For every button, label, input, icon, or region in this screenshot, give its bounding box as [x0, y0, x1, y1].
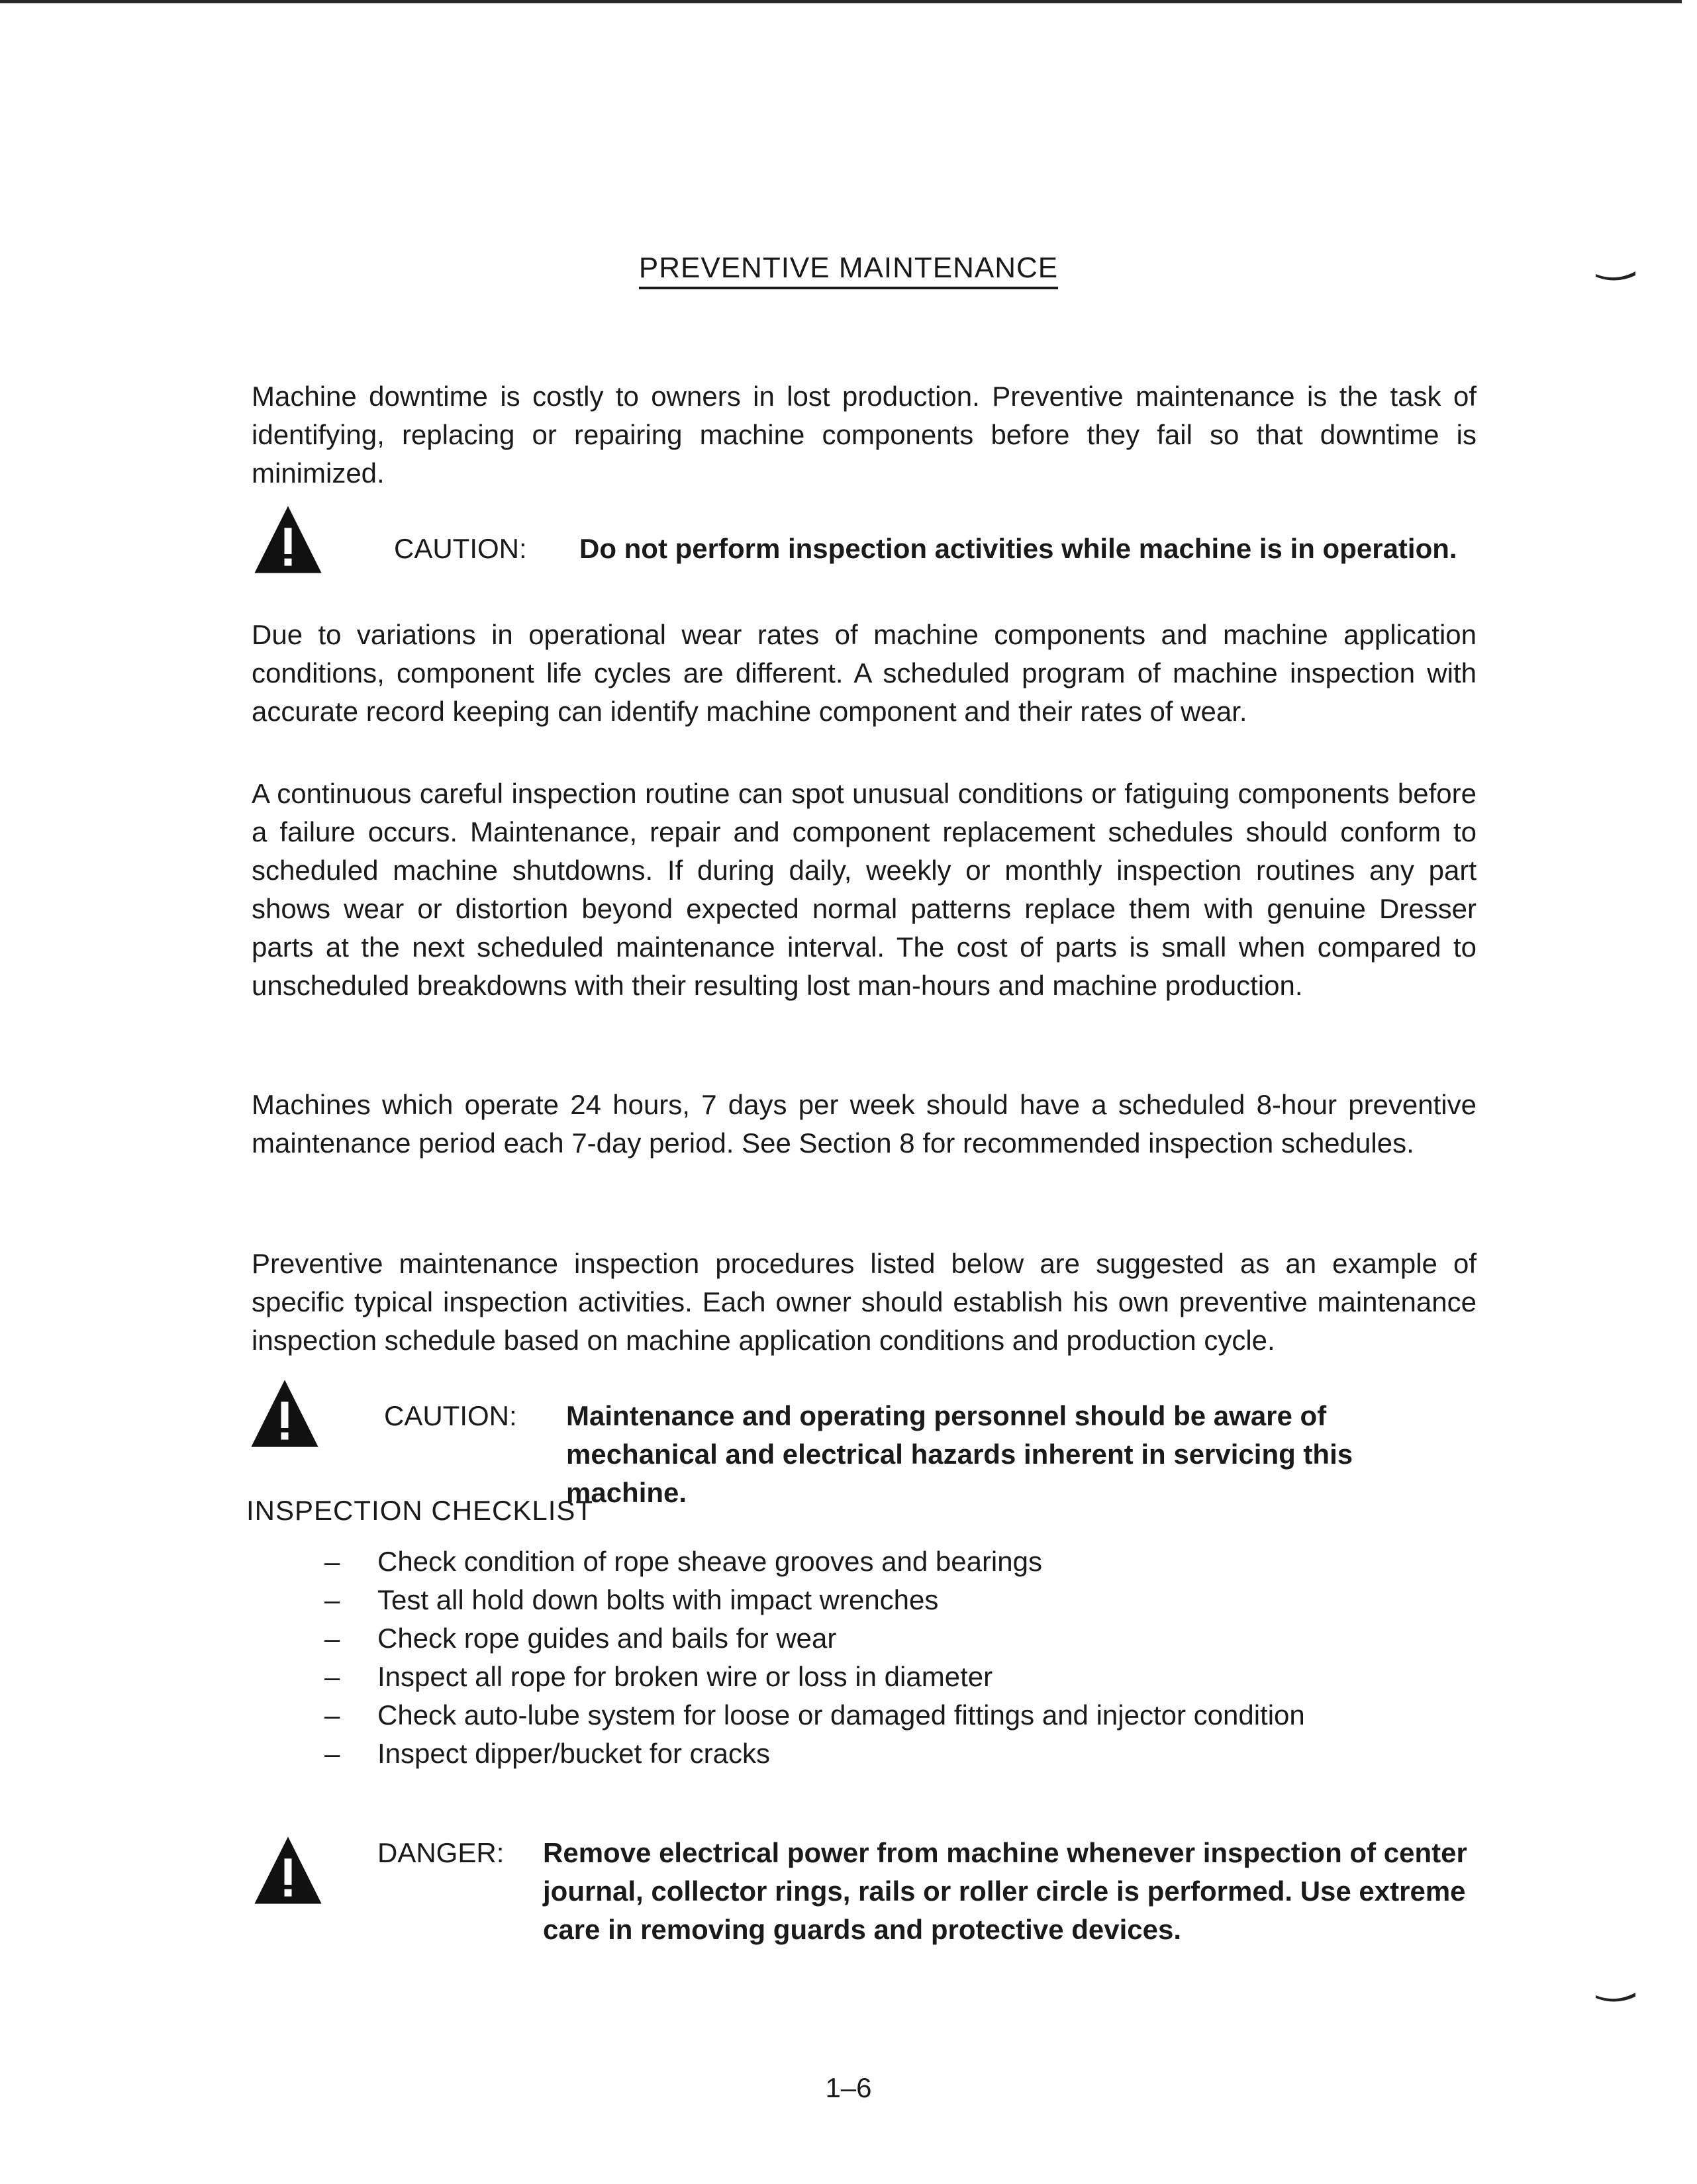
paragraph-procedures: Preventive maintenance inspection procedures listed below are suggested as an example of specific typical inspection activities. Each owner should establish his own preventive maintenance inspection schedule based on machine application conditions and production cycle.	[252, 1248, 1477, 1356]
list-item: – Inspect all rope for broken wire or loss in diameter	[311, 1658, 1305, 1696]
caution-label: CAUTION:	[394, 533, 527, 564]
warning-triangle-icon	[252, 1834, 324, 1907]
warning-triangle-icon	[252, 503, 324, 576]
inspection-checklist	[311, 1543, 1305, 1773]
page-title: PREVENTIVE MAINTENANCE	[0, 252, 1697, 285]
paragraph-intro: Machine downtime is costly to owners in lost production. Preventive maintenance is the task of identifying, replacing or repairing machine components before they fail so that downtime is minimized.	[252, 381, 1477, 489]
list-item: – Check rope guides and bails for wear	[311, 1619, 1305, 1658]
paragraph-inspection-routine: A continuous careful inspection routine can spot unusual conditions or fatiguing components before a failure occurs. Maintenance, repair and component replacement schedules should conform to scheduled machine shutdowns. If during daily, weekly or monthly inspection routines any part shows wear or distortion beyond expected normal patterns replace them with genuine Dresser parts at the next scheduled maintenance interval. The cost of parts is small when compared to unscheduled breakdowns with their resulting lost man-hours and machine production.	[252, 778, 1477, 1001]
warning-triangle-icon	[248, 1377, 321, 1450]
danger-label: DANGER:	[377, 1837, 505, 1868]
list-item: – Inspect dipper/bucket for cracks	[311, 1734, 1305, 1773]
list-item: – Check condition of rope sheave grooves and bearings	[311, 1543, 1305, 1581]
caution-message: Do not perform inspection activities while machine is in operation.	[579, 533, 1457, 564]
list-item: – Check auto-lube system for loose or damaged fittings and injector condition	[311, 1696, 1305, 1734]
top-border-line	[0, 0, 1682, 3]
caution-message: Maintenance and operating personnel should be aware of mechanical and electrical hazards inherent in servicing this machine.	[566, 1400, 1353, 1508]
page-number: 1–6	[825, 2072, 872, 2103]
caution-label: CAUTION:	[384, 1400, 517, 1431]
danger-message: Remove electrical power from machine whenever inspection of center journal, collector rings, rails or roller circle is performed. Use extreme care in removing guards and protective devices.	[543, 1837, 1467, 1945]
paragraph-schedule: Machines which operate 24 hours, 7 days per week should have a scheduled 8-hour preventive maintenance period each 7-day period. See Section 8 for recommended inspection schedules.	[252, 1089, 1477, 1159]
binder-mark-bottom	[1596, 1993, 1635, 2002]
paragraph-wear-rates: Due to variations in operational wear rates of machine components and machine application conditions, component life cycles are different. A scheduled program of machine inspection with accurate record keeping can identify machine component and their rates of wear.	[252, 619, 1477, 727]
checklist-title: INSPECTION CHECKLIST	[246, 1495, 594, 1526]
list-item: – Test all hold down bolts with impact wrenches	[311, 1581, 1305, 1619]
